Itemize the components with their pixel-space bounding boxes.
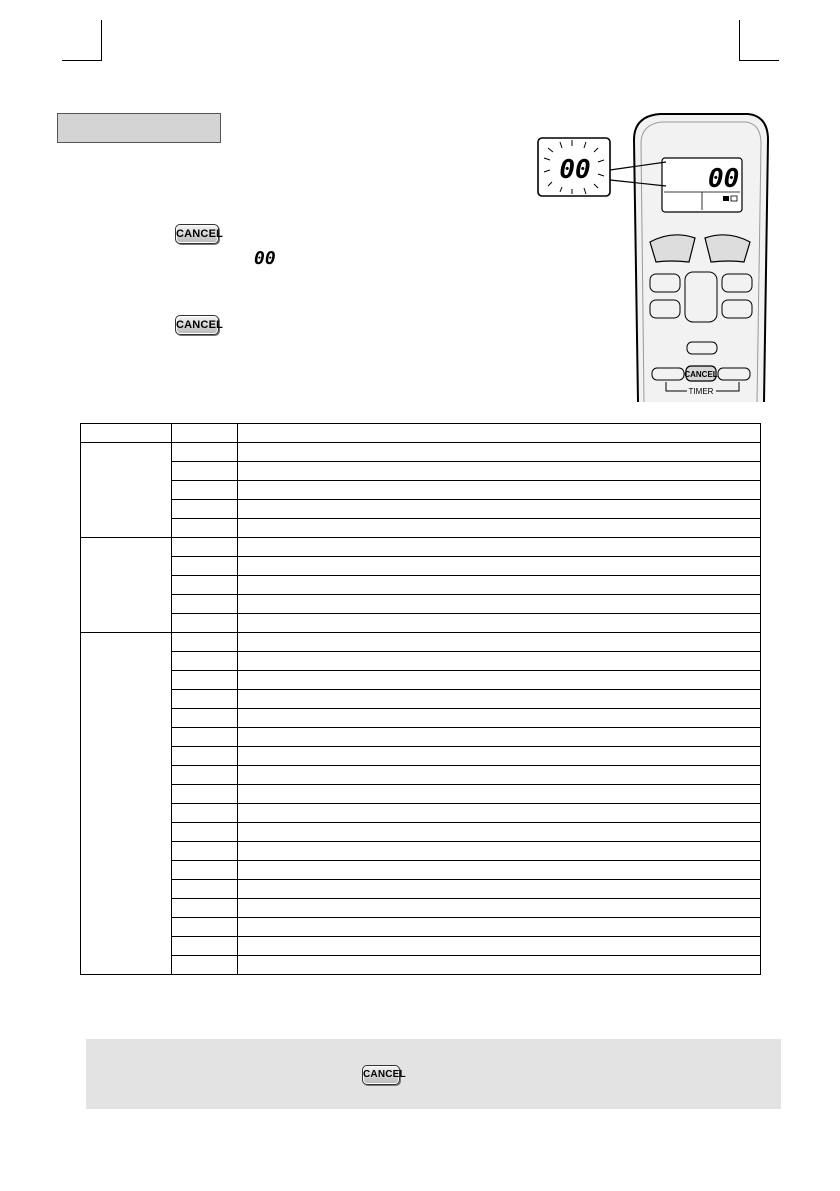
table-row [81,747,761,766]
table-row [81,614,761,633]
cancel-button-icon: CANCEL [362,1065,400,1085]
remote-button [722,274,752,292]
table-row [81,804,761,823]
table-row [81,766,761,785]
blink-code-digits: 00 [254,248,276,269]
table-row [81,937,761,956]
group-cell [81,443,172,538]
table-row [81,519,761,538]
table-row [81,481,761,500]
table-row [81,595,761,614]
remote-timer-label: TIMER [688,387,714,396]
remote-button [650,235,695,262]
crop-mark [739,60,779,61]
remote-control-illustration [520,110,780,402]
group-cell [81,633,172,975]
table-row [81,633,761,652]
table-row [81,443,761,462]
section-heading-box [57,113,221,143]
table-row [81,842,761,861]
table-row [81,576,761,595]
table-row [81,918,761,937]
table-row [81,652,761,671]
cancel-button-icon: CANCEL [175,315,219,335]
remote-button [705,235,750,262]
crop-mark [101,20,102,60]
note-box [86,1039,781,1109]
remote-button [650,274,680,292]
crop-mark [62,60,102,61]
remote-button [685,272,717,322]
table-row [81,956,761,975]
callout-code-digits: 00 [559,155,591,185]
table-row [81,785,761,804]
error-code-table [80,423,761,975]
table-row [81,690,761,709]
remote-button [687,342,717,354]
display-code-digits: 00 [708,164,740,194]
table-header-row [81,424,761,443]
table-row [81,861,761,880]
remote-cancel-label: CANCEL [684,370,718,379]
table-row [81,880,761,899]
crop-mark [739,20,740,60]
table-row [81,538,761,557]
table-row [81,709,761,728]
table-row [81,500,761,519]
table-row [81,823,761,842]
remote-button [650,300,680,318]
remote-button [722,300,752,318]
remote-button [718,368,750,380]
table-row [81,462,761,481]
table-row [81,671,761,690]
table-row [81,899,761,918]
table-row [81,728,761,747]
table-row [81,557,761,576]
remote-button [652,368,684,380]
group-cell [81,538,172,633]
cancel-button-icon: CANCEL [175,224,219,244]
